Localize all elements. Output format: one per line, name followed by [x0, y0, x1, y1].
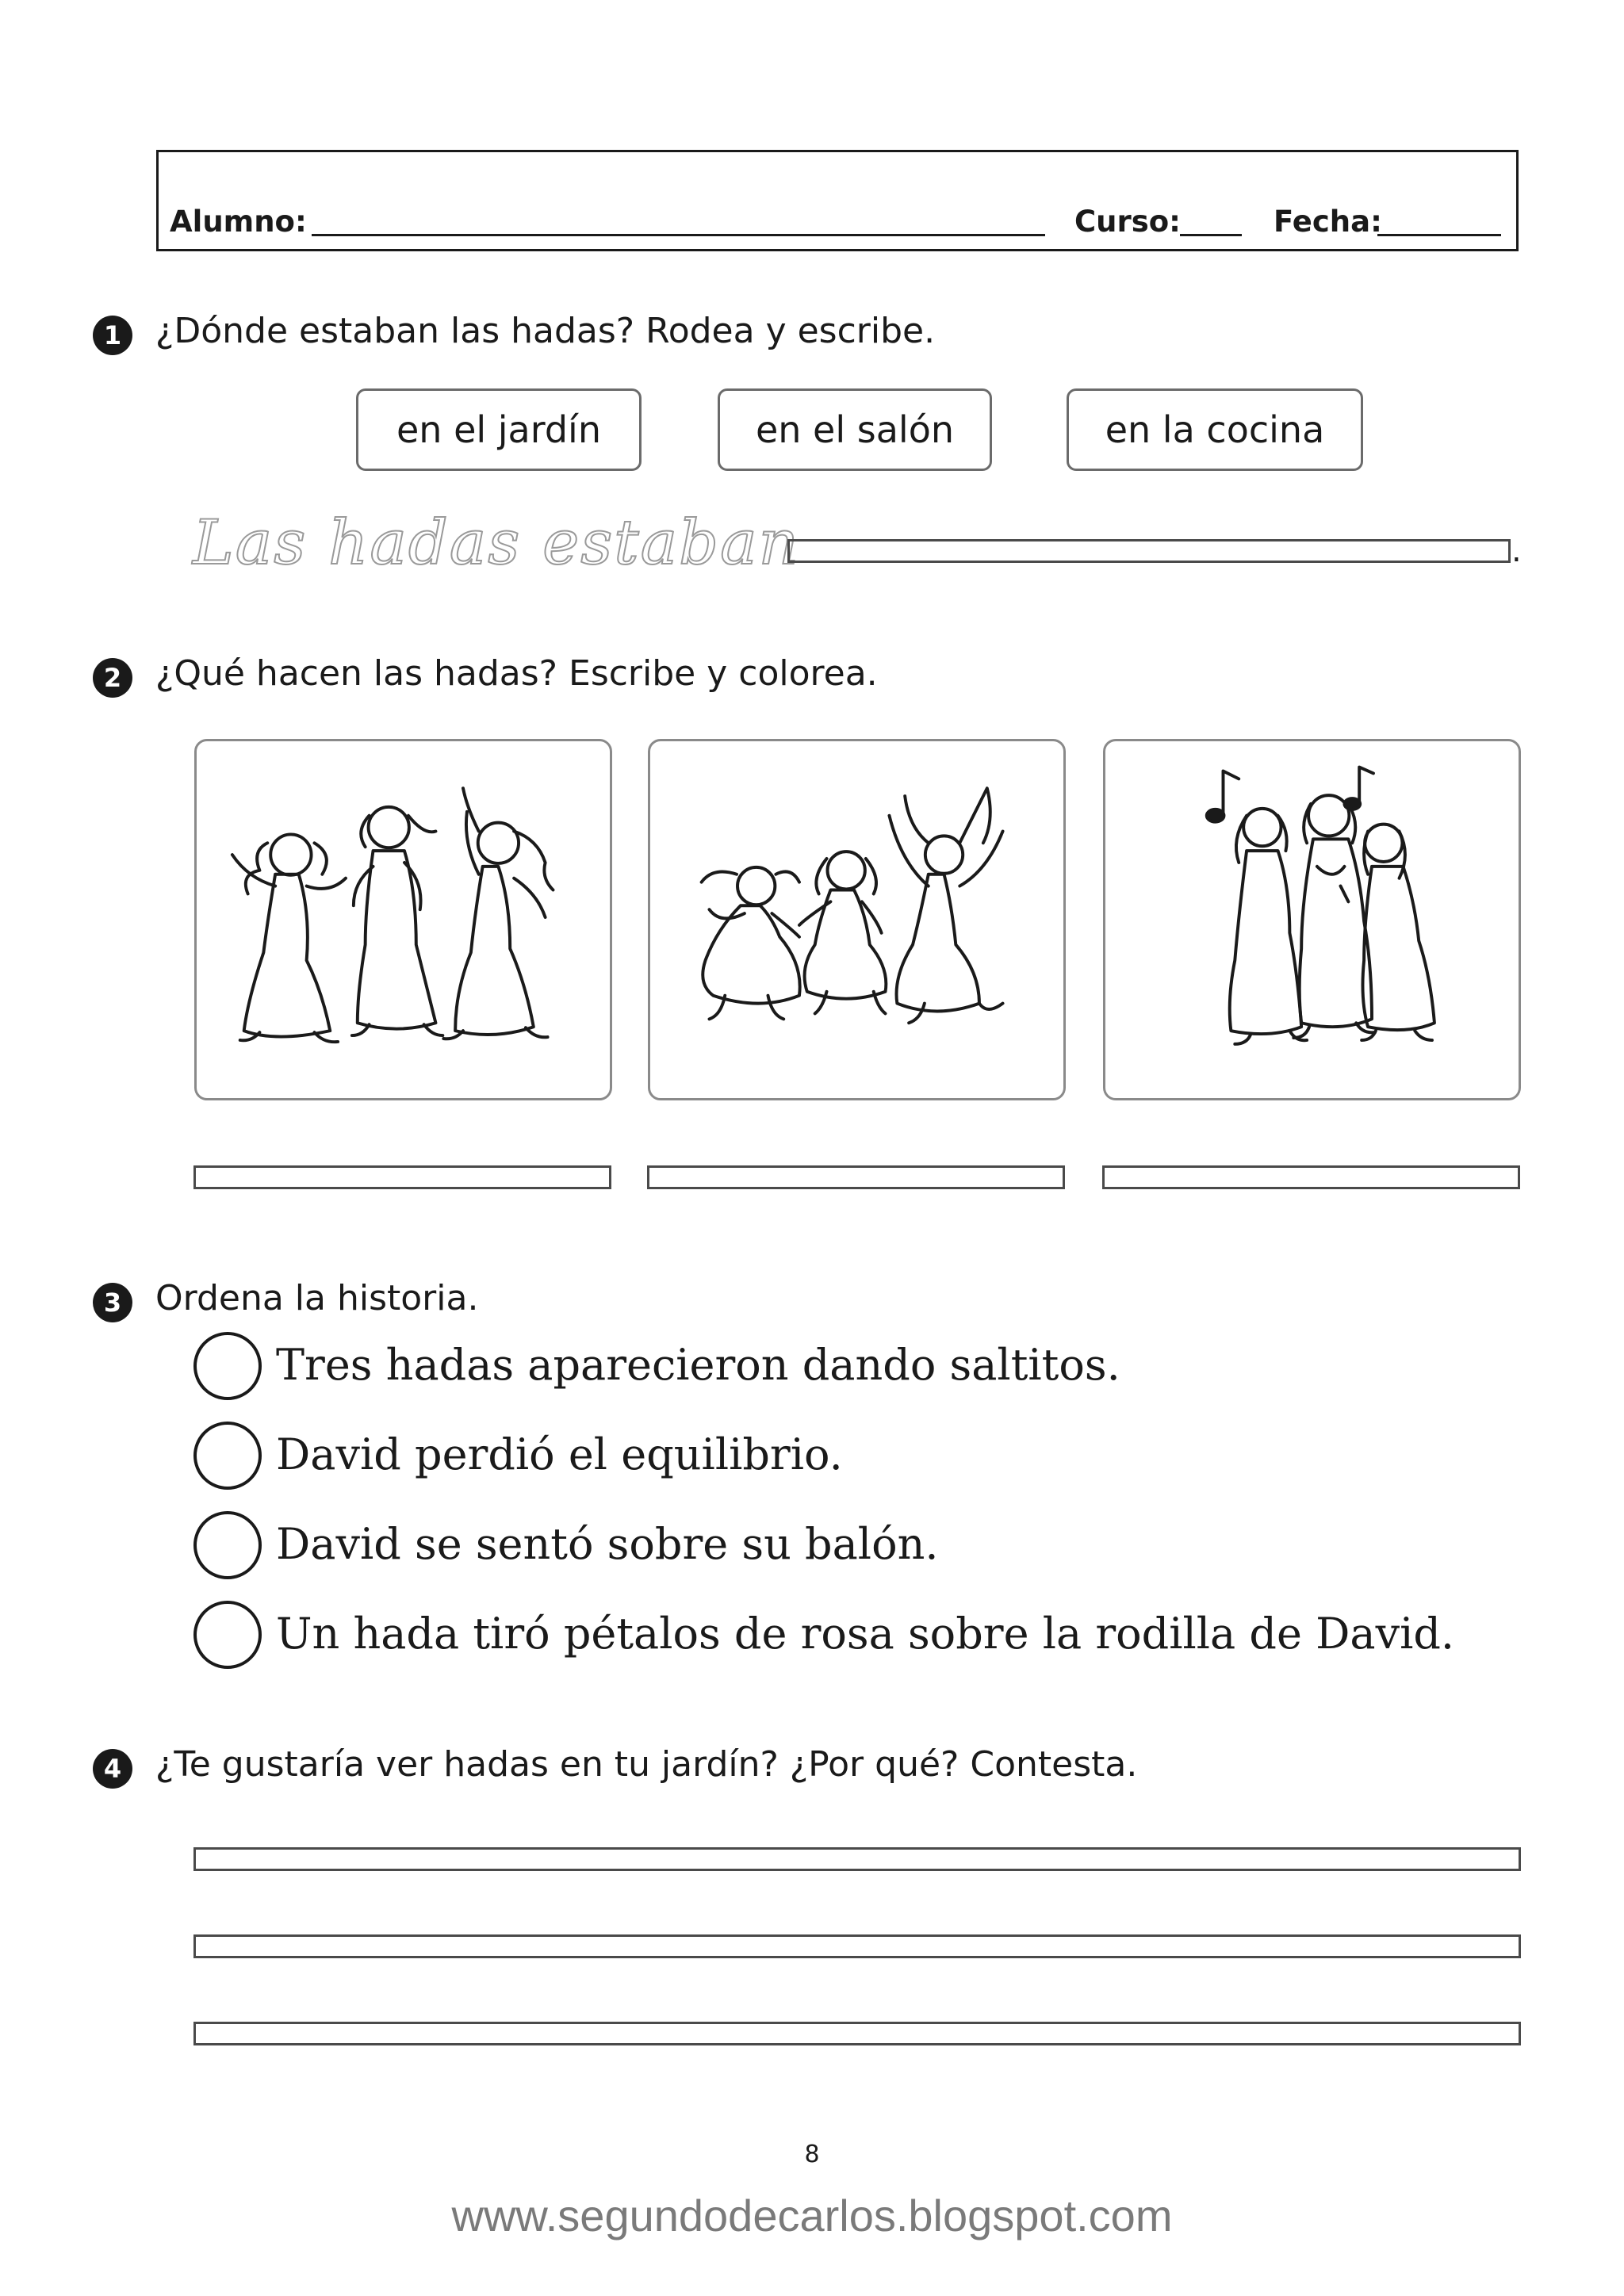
question-4-prompt: ¿Te gustaría ver hadas en tu jardín? ¿Por qué? Contesta.: [155, 1744, 1138, 1785]
date-line[interactable]: [1377, 234, 1501, 236]
fairies-dancing-illustration: [197, 741, 610, 1098]
image-frame-singing: [1103, 739, 1521, 1100]
question-number-3: 3: [93, 1283, 132, 1322]
page-number: 8: [804, 2141, 820, 2168]
date-label: Fecha:: [1274, 205, 1382, 239]
option-garden[interactable]: en el jardín: [356, 388, 642, 471]
question-number-1: 1: [93, 316, 132, 355]
order-circle-1[interactable]: [193, 1332, 262, 1400]
order-circle-2[interactable]: [193, 1422, 262, 1490]
course-line[interactable]: [1180, 234, 1242, 236]
story-item-2: David perdió el equilibrio.: [276, 1429, 843, 1479]
image-frame-dancing: [194, 739, 612, 1100]
answer-band-image-1[interactable]: [193, 1165, 611, 1189]
story-item-3: David se sentó sobre su balón.: [276, 1519, 939, 1569]
order-circle-4[interactable]: [193, 1601, 262, 1669]
answer-band-q4-3[interactable]: [193, 2022, 1521, 2045]
course-label: Curso:: [1074, 205, 1181, 239]
story-item-4: Un hada tiró pétalos de rosa sobre la rodilla de David.: [276, 1609, 1455, 1659]
question-number-4: 4: [93, 1749, 132, 1789]
order-circle-3[interactable]: [193, 1511, 262, 1579]
trace-text: Las hadas estaban: [193, 507, 800, 579]
question-3-prompt: Ordena la historia.: [155, 1278, 479, 1318]
fairies-singing-illustration: [1105, 741, 1519, 1098]
fairies-jumping-illustration: [650, 741, 1063, 1098]
question-1-prompt: ¿Dónde estaban las hadas? Rodea y escribe.: [155, 311, 936, 351]
answer-band-q4-1[interactable]: [193, 1847, 1521, 1871]
footer-url[interactable]: www.segundodecarlos.blogspot.com: [451, 2191, 1173, 2241]
image-frame-jumping: [648, 739, 1066, 1100]
student-name-line[interactable]: [312, 234, 1045, 236]
answer-band-image-3[interactable]: [1102, 1165, 1520, 1189]
option-living-room[interactable]: en el salón: [718, 388, 992, 471]
answer-band-q1[interactable]: [787, 539, 1511, 563]
option-kitchen[interactable]: en la cocina: [1067, 388, 1363, 471]
question-2-prompt: ¿Qué hacen las hadas? Escribe y colorea.: [155, 653, 878, 694]
answer-band-q4-2[interactable]: [193, 1934, 1521, 1958]
story-item-1: Tres hadas aparecieron dando saltitos.: [276, 1340, 1120, 1390]
answer-band-image-2[interactable]: [647, 1165, 1065, 1189]
sentence-period: .: [1511, 533, 1522, 569]
student-label: Alumno:: [170, 205, 307, 239]
question-number-2: 2: [93, 658, 132, 698]
